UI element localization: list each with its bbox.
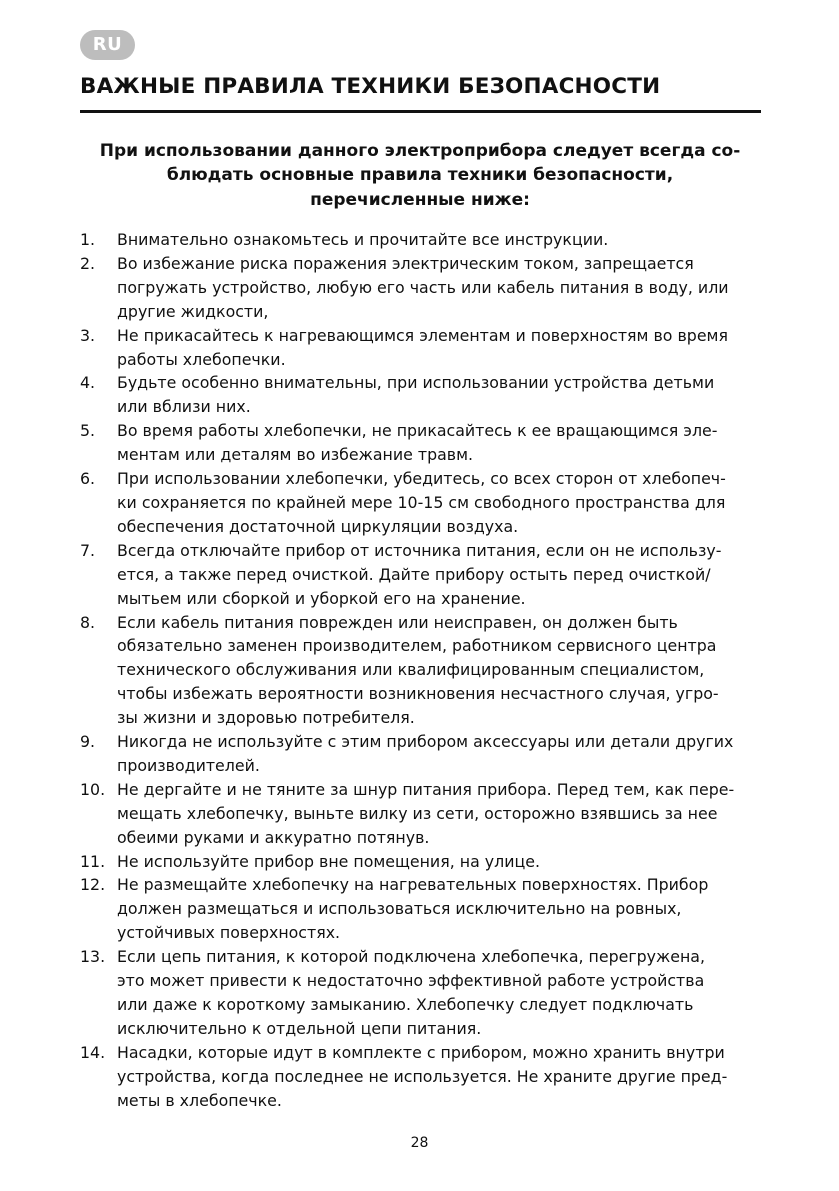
safety-rule-number: 8. <box>80 612 96 632</box>
safety-rule-text-line: Не прикасайтесь к нагревающимся элементам и поверхностям во время <box>117 325 728 345</box>
safety-rule-number: 7. <box>80 540 96 560</box>
safety-rule-item <box>80 1041 762 1113</box>
safety-rule-number: 5. <box>80 421 96 441</box>
safety-rule-item <box>80 371 762 419</box>
safety-rule-item <box>80 611 762 731</box>
safety-rule-item <box>80 730 762 778</box>
safety-rule-text-line: должен размещаться и использоваться исключительно на ровных, <box>117 899 682 919</box>
safety-rule-number: 1. <box>80 230 96 249</box>
safety-rule-text-line: Никогда не используйте с этим прибором аксессуары или детали других <box>117 732 734 752</box>
safety-rule-item <box>80 873 762 945</box>
title-underline-divider <box>80 110 761 113</box>
safety-rule-text-line: ется, а также перед очисткой. Дайте прибору остыть перед очисткой/ <box>117 564 711 584</box>
intro-paragraph <box>80 139 760 212</box>
safety-rule-text-line: При использовании хлебопечки, убедитесь, со всех сторон от хлебопеч- <box>117 469 726 489</box>
safety-rule-text-line: Не дергайте и не тяните за шнур питания прибора. Перед тем, как пере- <box>117 779 735 799</box>
safety-rule-text <box>117 1041 762 1113</box>
safety-rule-number: 10. <box>80 779 106 799</box>
safety-rule-number: 13. <box>80 947 106 967</box>
safety-rule-number: 6. <box>80 469 96 489</box>
safety-rule-text-line: производителей. <box>117 755 260 775</box>
safety-rule-text <box>117 371 762 419</box>
safety-rule-text <box>117 467 762 539</box>
safety-rule-text-line: мытьем или сборкой и уборкой его на хранение. <box>117 588 526 608</box>
safety-rule-text <box>117 419 762 467</box>
safety-rule-item <box>80 850 762 874</box>
safety-rule-text <box>117 539 762 611</box>
safety-rule-text <box>117 873 762 945</box>
safety-rule-item <box>80 419 762 467</box>
safety-rule-text-line: обязательно заменен производителем, работником сервисного центра <box>117 636 717 656</box>
safety-rule-number: 4. <box>80 373 96 393</box>
safety-rule-text-line: обеими руками и аккуратно потянув. <box>117 827 430 847</box>
safety-rule-text-line: Всегда отключайте прибор от источника питания, если он не использу- <box>117 540 722 560</box>
safety-rule-text-line: мещать хлебопечку, выньте вилку из сети, осторожно взявшись за нее <box>117 803 718 823</box>
safety-rule-text-line: Не размещайте хлебопечку на нагревательных поверхностях. Прибор <box>117 875 709 895</box>
safety-rule-item <box>80 228 762 252</box>
safety-rules-list <box>80 228 762 1113</box>
safety-rule-text-line: или даже к короткому замыканию. Хлебопечку следует подключать <box>117 995 694 1014</box>
page-title: ВАЖНЫЕ ПРАВИЛА ТЕХНИКИ БЕЗОПАСНОСТИ <box>80 74 661 99</box>
safety-rule-number: 12. <box>80 875 106 895</box>
safety-rule-text-line: работы хлебопечки. <box>117 349 286 369</box>
safety-rule-text-line: погружать устройство, любую его часть или кабель питания в воду, или <box>117 277 729 297</box>
safety-rule-item <box>80 778 762 850</box>
intro-line: перечисленные ниже: <box>310 189 530 210</box>
safety-rule-text <box>117 850 762 874</box>
safety-rule-text <box>117 252 762 324</box>
safety-rule-text-line: устойчивых поверхностях. <box>117 923 341 943</box>
safety-rule-text <box>117 778 762 850</box>
safety-rule-text-line: это может привести к недостаточно эффективной работе устройства <box>117 971 705 991</box>
page-number: 28 <box>410 1135 429 1151</box>
safety-rule-text-line: чтобы избежать вероятности возникновения несчастного случая, угро- <box>117 684 719 704</box>
safety-rule-text-line: Будьте особенно внимательны, при использовании устройства детьми <box>117 373 715 393</box>
safety-rule-text-line: Не используйте прибор вне помещения, на улице. <box>117 851 540 871</box>
safety-rule-text-line: другие жидкости, <box>117 301 269 321</box>
language-badge: RU <box>80 30 135 60</box>
safety-rule-text-line: Во избежание риска поражения электрическим током, запрещается <box>117 253 694 273</box>
safety-rule-text <box>117 324 762 372</box>
safety-rule-item <box>80 252 762 324</box>
intro-line: При использовании данного электроприбора следует всегда со- <box>99 141 741 161</box>
safety-rule-text-line: меты в хлебопечке. <box>117 1090 282 1110</box>
safety-rule-text-line: Внимательно ознакомьтесь и прочитайте все инструкции. <box>117 230 609 249</box>
safety-rule-number: 2. <box>80 253 96 273</box>
intro-line: блюдать основные правила техники безопасности, <box>166 165 674 186</box>
safety-rule-item <box>80 945 762 1041</box>
safety-rule-item <box>80 539 762 611</box>
safety-rule-text-line: обеспечения достаточной циркуляции воздуха. <box>117 516 519 536</box>
safety-rule-text-line: Во время работы хлебопечки, не прикасайтесь к ее вращающимся эле- <box>117 421 718 441</box>
safety-rule-number: 9. <box>80 732 96 752</box>
safety-rule-text-line: ментам или деталям во избежание травм. <box>117 445 474 465</box>
safety-rule-text <box>117 228 762 252</box>
safety-rule-text-line: технического обслуживания или квалифицированным специалистом, <box>117 660 705 680</box>
safety-rule-number: 3. <box>80 325 96 345</box>
safety-rule-text <box>117 730 762 778</box>
safety-rule-text <box>117 945 762 1041</box>
safety-rule-item <box>80 467 762 539</box>
safety-rule-text-line: исключительно к отдельной цепи питания. <box>117 1018 482 1038</box>
safety-rule-text-line: Если цепь питания, к которой подключена хлебопечка, перегружена, <box>117 947 706 967</box>
safety-rule-text-line: зы жизни и здоровью потребителя. <box>117 708 415 728</box>
safety-rule-text <box>117 611 762 731</box>
safety-rule-text-line: устройства, когда последнее не используется. Не храните другие пред- <box>117 1066 728 1086</box>
safety-rule-number: 14. <box>80 1042 106 1062</box>
safety-rule-number: 11. <box>80 851 106 871</box>
safety-rule-text-line: или вблизи них. <box>117 397 251 417</box>
safety-rule-text-line: Насадки, которые идут в комплекте с прибором, можно хранить внутри <box>117 1042 725 1062</box>
safety-rule-text-line: ки сохраняется по крайней мере 10-15 см свободного пространства для <box>117 492 726 512</box>
safety-rule-text-line: Если кабель питания поврежден или неисправен, он должен быть <box>117 612 678 632</box>
safety-rule-item <box>80 324 762 372</box>
